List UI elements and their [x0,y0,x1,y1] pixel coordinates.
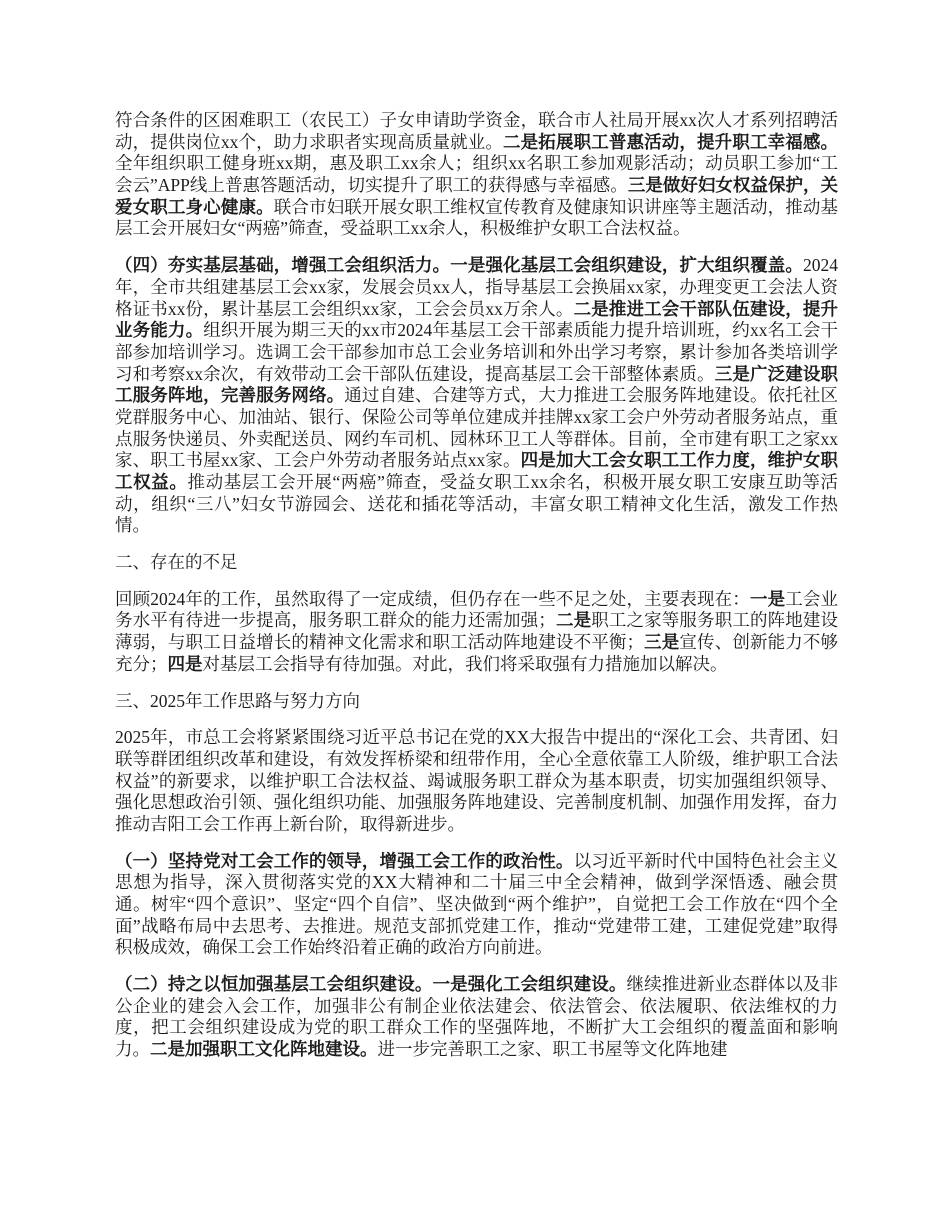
emphasis-text: 一是 [749,588,786,609]
emphasis-text: 一是强化基层工会组织建设，扩大组织覆盖。 [450,255,804,276]
emphasis-text: 二是 [555,610,592,631]
body-text: 工会业务水平有待进一步提高，服务职工群众的能力还需加强； [115,588,839,631]
body-text: 推动基层工会开展“两癌”筛查，受益女职工xx余名，积极开展女职工安康互助等活动，组织“三八”妇女节游园会、送花和插花等活动，丰富女职工精神文化生活，激发工作热情。 [115,472,838,536]
emphasis-text: 三是做好妇女权益保护，关爱女职工身心健康。 [115,175,839,217]
heading-section-3 [115,691,838,713]
body-text: 进一步完善职工之家、职工书屋等文化阵地建 [377,1039,728,1060]
emphasis-text: 四是 [167,653,203,674]
body-text: 以习近平新时代中国特色社会主义思想为指导，深入贯彻落实党的XX大精神和二十届三中全会精神，做到学深悟透、融会贯通。树牢“四个意识”、坚定“四个自信”、坚决做到“两个维护”，自觉把工会工作放在“四个全面”战略布局中去思考、去推进。规范支部抓党建工作，推动“党建带工建，工建促党建”取得积极成效，确保工会工作始终沿着正确的政治方向前进。 [115,850,839,958]
para-worker-benefits [115,110,838,240]
body-text: 2024年，全市共组建基层工会xx家，发展会员xx人，指导基层工会换届xx家，办理变更工会法人资格证书xx份，累计基层工会组织xx家，工会会员xx万余人。 [115,255,839,319]
emphasis-text: 四是加大工会女职工工作力度，维护女职工权益。 [115,450,839,492]
emphasis-text: （四）夯实基层基础，增强工会组织活力。 [115,255,451,276]
para-grassroots-foundation [115,255,838,537]
body-text: 组织开展为期三天的xx市2024年基层工会干部素质能力提升培训班，约xx名工会干部参加培训学习。选调工会干部参加市总工会业务培训和外出学习考察，累计参加各类培训学习和考察xx余次，有效带动工会干部队伍建设，提高基层工会干部整体素质。 [115,320,839,384]
body-text: 通过自建、合建等方式，大力推进工会服务阵地建设。依托社区党群服务中心、加油站、银行、保险公司等单位建成并挂牌xx家工会户外劳动者服务站点，重点服务快递员、外卖配送员、网约车司机、园林环卫工人等群体。目前，全市建有职工之家xx家、职工书屋xx家、工会户外劳动者服务站点xx家。 [115,385,839,471]
body-text: 全年组织职工健身班xx期，惠及职工xx余人；组织xx名职工参加观影活动；动员职工参加“工会云”APP线上普惠答题活动，切实提升了职工的获得感与幸福感。 [115,153,838,196]
para-strengthen-grassroots [115,974,838,1061]
body-text: 继续推进新业态群体以及非公企业的建会入会工作，加强非公有制企业依法建会、依法管会、依法履职、依法维权的力度，把工会组织建设成为党的职工群众工作的坚强阵地，不断扩大工会组织的覆盖面和影响力。 [115,974,839,1060]
heading-section-2 [115,552,838,574]
para-party-leadership [115,851,838,959]
emphasis-text: 二是拓展职工普惠活动，提升职工幸福感。 [503,131,839,152]
body-text: 对基层工会指导有待加强。对此，我们将采取强有力措施加以解决。 [202,653,728,674]
body-text: 回顾2024年的工作，虽然取得了一定成绩，但仍存在一些不足之处，主要表现在： [115,588,750,609]
emphasis-text: （二）持之以恒加强基层工会组织建设。 [115,974,433,995]
body-text: 2025年，市总工会将紧紧围绕习近平总书记在党的XX大报告中提出的“深化工会、共青团、妇联等群团组织改革和建设，有效发挥桥梁和纽带作用，全心全意依靠工人阶级，维护职工合法权益”的新要求，以维护职工合法权益、竭诚服务职工群众为基本职责，切实加强组织领导、强化思想政治引领、强化组织功能、加强服务阵地建设、完善制度机制、加强作用发挥，奋力推动吉阳工会工作再上新台阶，取得新进步。 [115,727,838,834]
body-text: 符合条件的区困难职工（农民工）子女申请助学资金，联合市人社局开展xx次人才系列招聘活动，提供岗位xx个，助力求职者实现高质量就业。 [115,110,838,152]
body-text: 宣传、创新能力不够充分； [115,632,839,674]
body-text: 三、2025年工作思路与努力方向 [115,690,360,711]
emphasis-text: 二是推进工会干部队伍建设，提升业务能力。 [115,298,839,341]
emphasis-text: 二是加强职工文化阵地建设。 [150,1039,378,1060]
emphasis-text: （一）坚持党对工会工作的领导，增强工会工作的政治性。 [115,850,574,871]
para-2025-plan-intro [115,727,838,835]
document-body [115,110,838,1061]
body-text: 联合市妇联开展女职工维权宣传教育及健康知识讲座等主题活动，推动基层工会开展妇女“两癌”筛查，受益职工xx余人，积极维护女职工合法权益。 [115,196,839,239]
emphasis-text: 三是 [644,632,680,653]
emphasis-text: 三是广泛建设职工服务阵地，完善服务网络。 [115,363,839,406]
emphasis-text: 一是强化工会组织建设。 [432,974,627,995]
body-text: 职工之家等服务职工的阵地建设薄弱，与职工日益增长的精神文化需求和职工活动阵地建设不平衡； [115,610,839,653]
para-shortcomings [115,589,838,676]
body-text: 二、存在的不足 [115,552,238,573]
